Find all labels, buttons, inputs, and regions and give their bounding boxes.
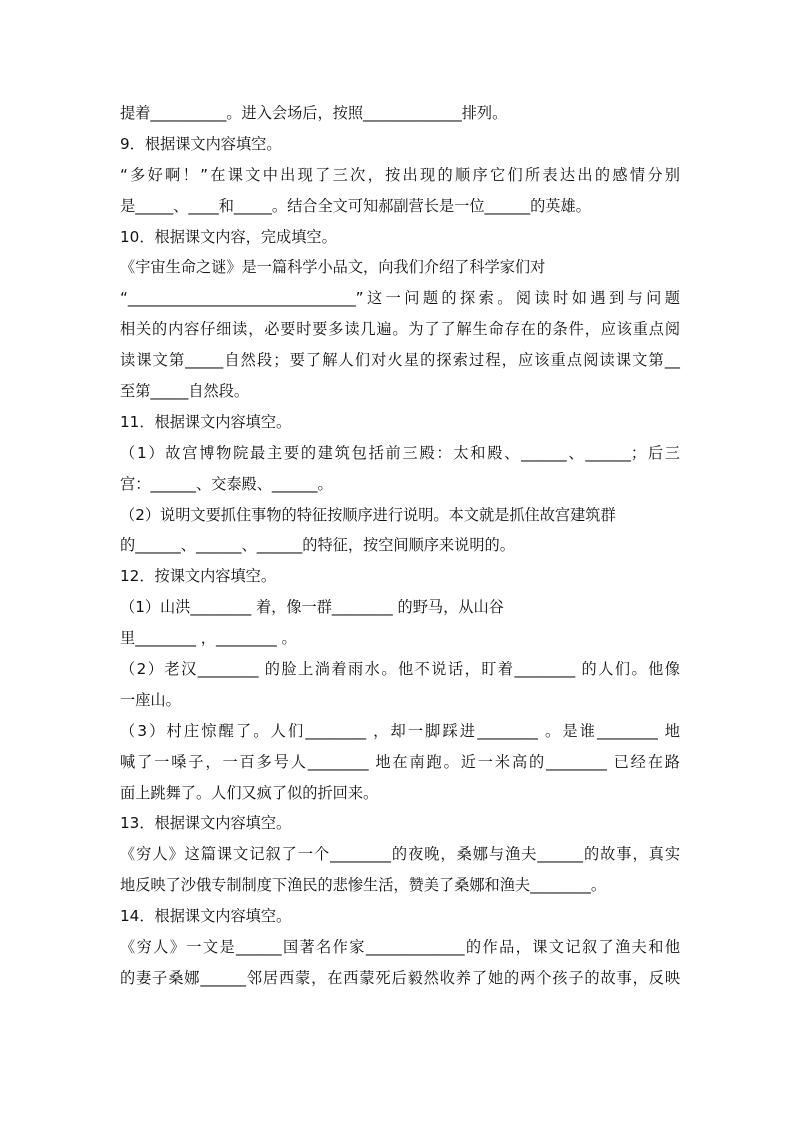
text-line: 一座山。 (120, 690, 181, 709)
question-heading-11: 11．根据课文内容填空。 (120, 412, 292, 431)
question-heading-14: 14．根据课文内容填空。 (120, 907, 292, 926)
text-line: 《宇宙生命之谜》是一篇科学小品文，向我们介绍了科学家们对 (120, 258, 546, 277)
text-line: 至第_____自然段。 (120, 382, 250, 401)
question-heading-9: 9．根据课文内容填空。 (120, 134, 282, 153)
text-line: 《穷人》这篇课文记叙了一个________的夜晚，桑娜与渔夫______的故事，真实 (120, 845, 680, 864)
text-line: 提着__________。进入会场后，按照_____________排列。 (120, 104, 508, 122)
text-line: 是_____、____和_____。结合全文可知郝副营长是一位______的英雄。 (120, 196, 591, 215)
question-heading-10: 10．根据课文内容，完成填空。 (120, 227, 337, 246)
text-line: 宫：______、交泰殿、______。 (120, 474, 333, 493)
text-line: “多好啊！”在课文中出现了三次，按出现的顺序它们所表达出的感情分别 (120, 165, 680, 184)
text-line: （1）山洪________ 着，像一群________ 的野马，从山谷 (120, 598, 504, 617)
text-line: 《穷人》一文是______国著名作家_____________的作品，课文记叙了渔夫和他 (120, 938, 680, 957)
text-line: 的______、______、______的特征，按空间顺序来说明的。 (120, 536, 515, 555)
question-heading-13: 13．根据课文内容填空。 (120, 814, 292, 833)
text-line: （1）故宫博物院最主要的建筑包括前三殿：太和殿、______、______；后三 (120, 443, 680, 462)
text-line: （3）村庄惊醒了。人们________ ，却一脚踩进________ 。是谁________ 地 (120, 721, 680, 740)
question-heading-12: 12．按课文内容填空。 (120, 567, 277, 586)
text-line: 相关的内容仔细读，必要时要多读几遍。为了了解生命存在的条件，应该重点阅 (120, 320, 680, 339)
text-line: 喊了一嗓子，一百多号人________ 地在南跑。近一米高的________ 已经在路 (120, 752, 680, 771)
text-line: “______________________________”这一问题的探索。阅读时如遇到与问题 (120, 289, 680, 308)
text-line: （2）老汉________ 的脸上淌着雨水。他不说话，盯着________ 的人们。他像 (120, 660, 680, 679)
text-line: 里________ ，________ 。 (120, 629, 297, 648)
text-line: 读课文第_____自然段；要了解人们对火星的探索过程，应该重点阅读课文第__ (120, 351, 680, 370)
text-line: 面上跳舞了。人们又疯了似的折回来。 (120, 783, 379, 802)
worksheet-body (120, 98, 680, 994)
text-line: 的妻子桑娜______邻居西蒙，在西蒙死后毅然收养了她的两个孩子的故事，反映 (120, 968, 680, 987)
text-line: （2）说明文要抓住事物的特征按顺序进行说明。本文就是抓住故宫建筑群 (120, 505, 616, 524)
text-line: 地反映了沙俄专制制度下渔民的悲惨生活，赞美了桑娜和渔夫________。 (120, 876, 606, 895)
